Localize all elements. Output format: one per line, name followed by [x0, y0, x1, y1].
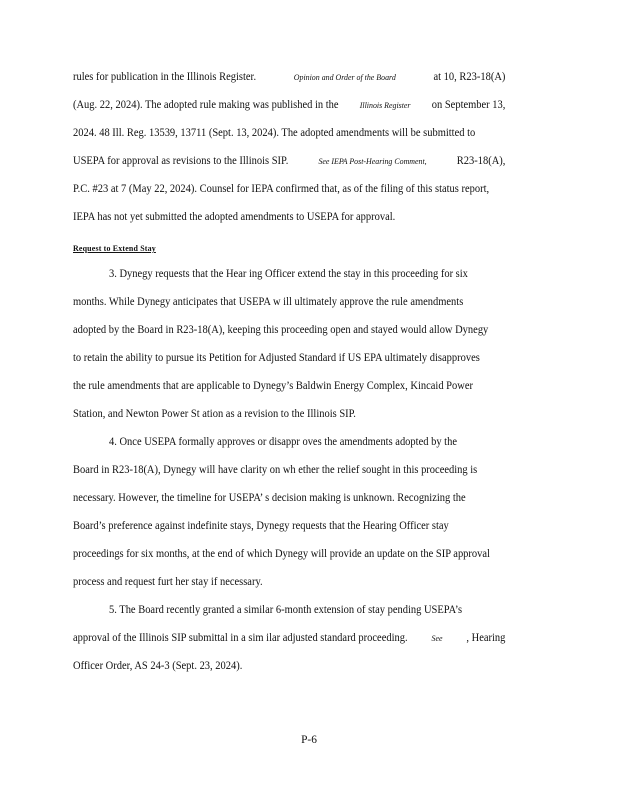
text-line [73, 70, 505, 84]
text-segment: the rule amendments that are applicable to Dynegy’s Baldwin Energy Complex, Kincaid Power [73, 380, 473, 392]
text-line [73, 491, 505, 505]
text-segment: Officer Order, AS 24-3 (Sept. 23, 2024). [73, 660, 243, 672]
text-line [73, 575, 505, 589]
text-segment: proceedings for six months, at the end of which Dynegy will provide an update on the SIP approval [73, 548, 490, 560]
text-segment: IEPA has not yet submitted the adopted amendments to USEPA for approval. [73, 211, 396, 223]
text-line [109, 435, 508, 449]
text-line [73, 659, 505, 673]
text-segment: 2024. 48 Ill. Reg. 13539, 13711 (Sept. 13, 2024). The adopted amendments will be submitted to [73, 127, 476, 139]
section-heading: Request to Extend Stay [73, 243, 156, 253]
text-segment: USEPA for approval as revisions to the Illinois SIP. [73, 155, 289, 167]
text-segment: Board in R23-18(A), Dynegy will have clarity on wh ether the relief sought in this proceeding is [73, 464, 478, 476]
text-line [73, 210, 505, 224]
text-segment: , Hearing [466, 632, 506, 644]
text-segment: process and request furt her stay if necessary. [73, 576, 263, 588]
text-segment: 3. Dynegy requests that the Hear ing Officer extend the stay in this proceeding for six [109, 268, 468, 280]
text-segment: on September 13, [431, 99, 506, 111]
text-segment: 5. The Board recently granted a similar 6-month extension of stay pending USEPA’s [109, 604, 463, 616]
text-segment: to retain the ability to pursue its Petition for Adjusted Standard if US EPA ultimately disapproves [73, 352, 480, 364]
italic-citation: See IEPA Post-Hearing Comment, [318, 156, 427, 166]
text-segment: necessary. However, the timeline for USEPA’ s decision making is unknown. Recognizing the [73, 492, 466, 504]
text-segment: 4. Once USEPA formally approves or disappr oves the amendments adopted by the [109, 436, 457, 448]
italic-citation: Illinois Register [359, 100, 411, 110]
text-line [109, 603, 508, 617]
text-segment: months. While Dynegy anticipates that USEPA w ill ultimately approve the rule amendments [73, 296, 464, 308]
page-number: P-6 [301, 734, 317, 746]
text-line [73, 519, 505, 533]
text-segment: R23-18(A), [456, 155, 506, 167]
text-line [73, 98, 505, 112]
text-line [109, 267, 508, 281]
text-line [73, 351, 505, 365]
text-line [73, 407, 505, 421]
text-segment: rules for publication in the Illinois Register. [73, 71, 257, 83]
text-line [73, 295, 505, 309]
text-line [73, 126, 505, 140]
text-segment: (Aug. 22, 2024). The adopted rule making was published in the [73, 99, 339, 111]
text-segment: Station, and Newton Power St ation as a revision to the Illinois SIP. [73, 408, 356, 420]
italic-citation: See [431, 633, 443, 643]
text-line [73, 379, 505, 393]
text-segment: P.C. #23 at 7 (May 22, 2024). Counsel for IEPA confirmed that, as of the filing of this status report, [73, 183, 490, 195]
text-line [73, 182, 505, 196]
text-line [73, 547, 505, 561]
text-segment: adopted by the Board in R23-18(A), keeping this proceeding open and stayed would allow Dynegy [73, 324, 489, 336]
text-line [73, 463, 505, 477]
text-line [73, 631, 505, 645]
text-line [73, 323, 505, 337]
text-segment: at 10, R23-18(A) [433, 71, 506, 83]
text-segment: Board’s preference against indefinite stays, Dynegy requests that the Hearing Officer stay [73, 520, 449, 532]
text-segment: approval of the Illinois SIP submittal in a sim ilar adjusted standard proceeding. [73, 632, 408, 644]
text-line [73, 154, 505, 168]
italic-citation: Opinion and Order of the Board [293, 72, 396, 82]
